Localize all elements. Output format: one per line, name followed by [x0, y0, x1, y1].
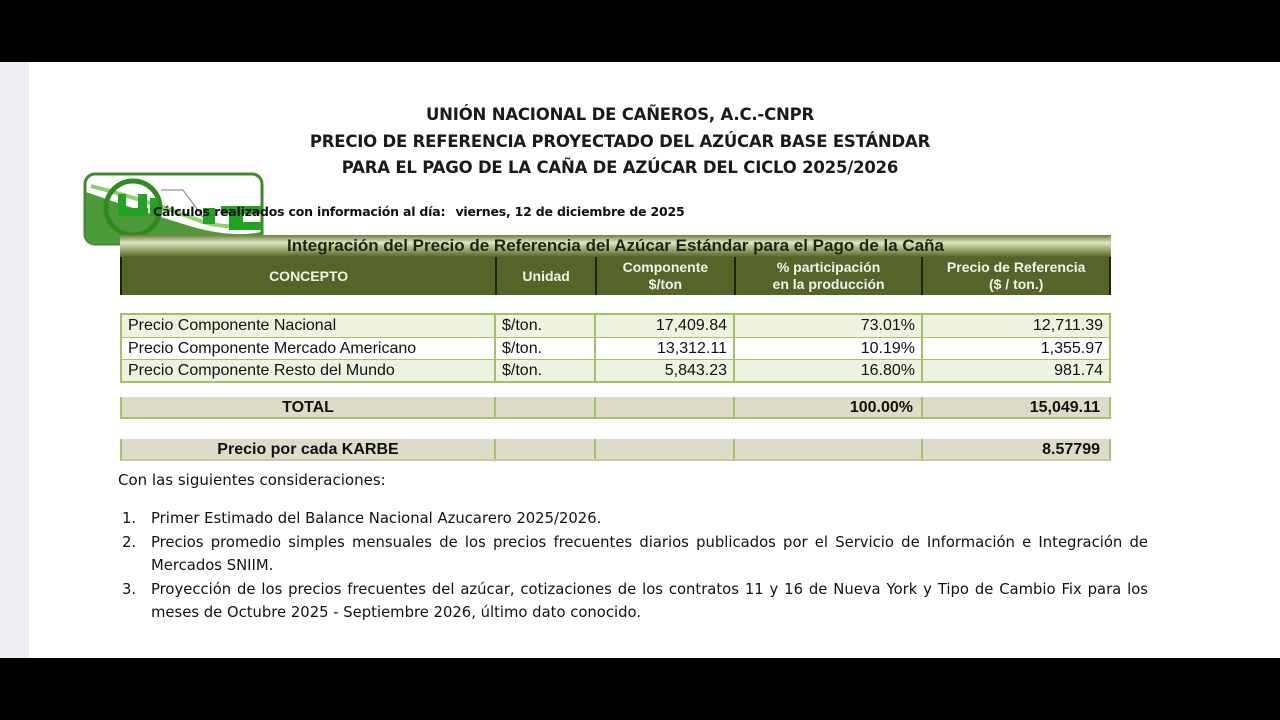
doc-title-line-3: PARA EL PAGO DE LA CAÑA DE AZÚCAR DEL CICLO 2025/2026 — [341, 158, 899, 177]
cell-unidad: $/ton. — [496, 360, 596, 381]
cell-participacion: 16.80% — [735, 360, 923, 381]
notes-intro: Con las siguientes consideraciones: — [118, 471, 386, 489]
total-componente — [596, 397, 735, 417]
total-unidad — [496, 397, 596, 417]
doc-title-line-2: PRECIO DE REFERENCIA PROYECTADO DEL AZÚCAR BASE ESTÁNDAR — [309, 132, 931, 151]
total-row — [120, 397, 1111, 419]
note-item — [122, 507, 1148, 531]
cell-precio: 1,355.97 — [1040, 340, 1103, 357]
cell-unidad: $/ton. — [496, 338, 596, 359]
table-row — [122, 315, 1109, 337]
col-header-unidad: Unidad — [497, 257, 597, 295]
karbe-unidad — [496, 439, 596, 459]
left-margin-strip — [0, 62, 29, 658]
note-number: 3. — [122, 580, 137, 598]
note-item — [122, 578, 1148, 625]
note-item — [122, 531, 1148, 578]
col-header-precio: Precio de Referencia ($ / ton.) — [923, 257, 1111, 295]
note-text: Primer Estimado del Balance Nacional Azucarero 2025/2026. — [151, 510, 602, 527]
cell-precio: 12,711.39 — [1033, 317, 1103, 334]
notes-list — [122, 507, 1148, 625]
total-participacion: 100.00% — [735, 397, 923, 417]
cell-participacion: 73.01% — [735, 315, 923, 337]
karbe-precio: 8.57799 — [1042, 441, 1100, 458]
cell-componente: 13,312.11 — [596, 338, 735, 359]
total-label: TOTAL — [122, 397, 496, 417]
note-number: 1. — [122, 510, 137, 527]
org-title: UNIÓN NACIONAL DE CAÑEROS, A.C.-CNPR — [425, 105, 814, 124]
cell-componente: 5,843.23 — [596, 360, 735, 381]
table-row — [122, 337, 1109, 359]
cell-unidad: $/ton. — [496, 315, 596, 337]
total-precio: 15,049.11 — [1029, 399, 1100, 416]
col-header-concepto: CONCEPTO — [122, 257, 497, 295]
karbe-label: Precio por cada KARBE — [122, 439, 496, 459]
note-text: Precios promedio simples mensuales de los precios frecuentes diarios publicados por el Servicio de Información e Integración de Mercados SNIIM. — [151, 533, 1148, 574]
table-header — [120, 257, 1111, 295]
cell-concepto: Precio Componente Resto del Mundo — [122, 360, 496, 381]
note-text: Proyección de los precios frecuentes del azúcar, cotizaciones de los contratos 11 y 16 de Nueva York y Tipo de Cambio Fix para los meses de Octubre 2025 - Septiembre 2026, último dato conocido. — [151, 580, 1148, 621]
document-page — [0, 62, 1280, 658]
col-header-componente: Componente $/ton — [597, 257, 736, 295]
col-header-participacion: % participación en la producción — [736, 257, 924, 295]
table-row — [122, 359, 1109, 381]
karbe-componente — [596, 439, 735, 459]
karbe-row — [120, 439, 1111, 461]
cell-componente: 17,409.84 — [596, 315, 735, 337]
calc-label: Cálculos realizados con información al día: — [153, 204, 446, 219]
cell-concepto: Precio Componente Mercado Americano — [122, 338, 496, 359]
cell-precio: 981.74 — [1054, 362, 1103, 379]
calc-date-line — [153, 204, 685, 219]
table-body — [120, 313, 1111, 383]
table-title: Integración del Precio de Referencia del Azúcar Estándar para el Pago de la Caña — [120, 235, 1111, 257]
cell-concepto: Precio Componente Nacional — [122, 315, 496, 337]
karbe-participacion — [735, 439, 923, 459]
note-number: 2. — [122, 533, 137, 551]
calc-date: viernes, 12 de diciembre de 2025 — [455, 204, 685, 219]
cell-participacion: 10.19% — [735, 338, 923, 359]
